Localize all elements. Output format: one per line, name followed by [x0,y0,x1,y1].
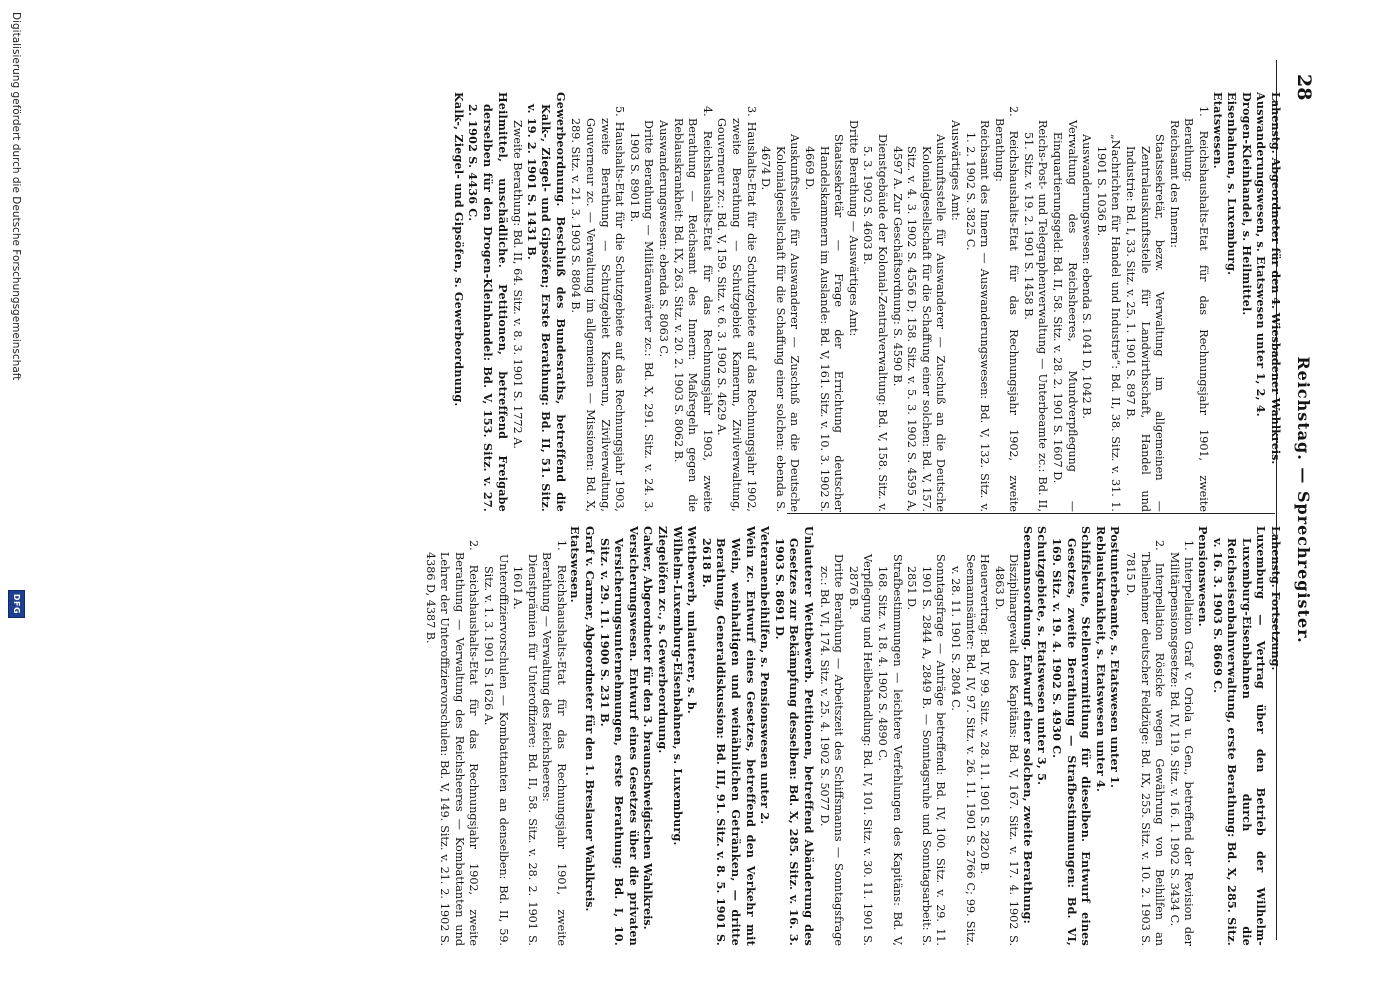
entry-subitem: Seemannsämter: Bd. IV, 97. Sitz. v. 26. 11. 1901 S. 2766 C; 99. Sitz. v. 28. 11. 1901 S. 2804 C. [948,554,977,946]
entry-term: Luxemburg — Vertrag über den Betrieb der Wilhelm-Luxemburg-Eisenbahnen durch die Reichseisenbahnverwaltung, erste Berathung: Bd. X, 285. Sitz. v. 16. 3. 1903 S. 8669 C. [1210,526,1269,946]
entry-term: Ziegelöfen zc., s. Gewerbeordnung. [656,526,671,754]
footer-strip [0,0,80,1000]
page-header [1281,60,1321,940]
entry-term: Gewerbeordnung. Beschluß des Bundesraths, betreffend die Kalk-, Ziegel- und Gipsöfen; Erste Berathung: Bd. II, 51. Sitz. v. 19. 2. 1901 S. 1431 B. [524,92,568,512]
digitization-note: Digitalisierung gefördert durch die Deutsche Forschungsgemeinschaft [10,12,22,381]
entry-item: 4. Reichshaushalts-Etat für das Rechnungsjahr 1903, zweite Berathung — Reichsamt des Innern: Maßregeln gegen die Reblauskrankheit: Bd. IX, 263. Sitz. v. 20. 2. 1903 S. 8062 B. [671,106,714,512]
entry-speaker-heading: Graf v. Carmer, Abgeordneter für den 1. Breslauer Wahlkreis. [583,526,598,912]
entry-subitem: Unteroffiziervorschulen — Kombattanten an denselben: Bd. II, 59. Sitz. v. 1. 3. 1901 S. 1626 A. [481,554,510,946]
entry-subitem: Auskunftsstelle für Auswanderer — Zuschuß an die Deutsche Kolonialgesellschaft für die Schaffung einer solchen: ebenda S. 4674 D. [759,134,802,512]
entry-subitem: Auswanderungswesen: ebenda S. 8063 C. [657,120,671,358]
column-divider [787,513,1275,514]
entry-term: Reblauskrankheit, s. Etatswesen unter 4. [1093,526,1108,793]
entry-subitem: Reichs-Post- und Telegraphenverwaltung — Unterbeamte zc.: Bd. II, 51. Sitz. v. 19. 2. 1901 S. 1458 B. [1021,120,1050,512]
entry-subitem: Dienstprämien für Unteroffiziere: Bd. II, 58. Sitz. v. 28. 2. 1901 S. 1601 A. [511,554,539,946]
entry-term: Wettbewerb, unlauterer, s. b. [685,526,700,714]
entry-term: Etatswesen. [1210,92,1225,169]
entry-subitem: Dritte Berathung — Auswärtiges Amt: [846,120,860,337]
entry-term: Wein zc. Entwurf eines Gesetzes, betreffend den Verkehr mit Wein, weinhaltigen und weinähnlichen Getränken, — dritte Berathung, Generaldiskussion: Bd. III, 91. Sitz. v. 8. 5. 1901 S. 2618 B. [699,526,758,946]
entry-term: Unlauterer Wettbewerb. Petitionen, betreffend Abänderung des Gesetzes zur Bekämpfung desselben: Bd. X, 285. Sitz. v. 16. 3. 1903 S. 8691 D. [772,526,816,946]
entry-term: Schiffsleute, Stellenvermittlung für dieselben. Entwurf eines Gesetzes, zweite Berathung — Strafbestimmungen: Bd. VI, 169. Sitz. v. 19. 4. 1902 S. 4930 C. [1050,526,1094,946]
entry-item: 2. Reichshaushalts-Etat für das Rechnungsjahr 1902, zweite Berathung — Verwaltung des Reichsheeres — Kombattanten und Lehrer der Unteroffiziervorschulen: Bd. V, 149. Sitz. v. 21. 2. 1902 S. 4386 D, 4387 B. [423,540,481,946]
entry-subitem: Reichsamt des Innern: [1167,120,1181,249]
entry-subitem: Disziplinargewalt des Kapitäns: Bd. V, 167. Sitz. v. 17. 4. 1902 S. 4863 D. [992,554,1021,946]
entry-subitem: Staatssekretär — Frage der Errichtung deutscher Handelskammern im Auslande: Bd. V, 161. Sitz. v. 10. 3. 1902 S. 4669 D. [803,134,846,512]
entry-term: Veteranenbeihilfen, s. Pensionswesen unter 2. [758,526,773,825]
entry-term: Auswanderungswesen, s. Etatswesen unter 1, 2, 4. [1254,92,1269,417]
entry-term: Wilhelm-Luxemburg-Eisenbahnen, s. Luxemburg. [670,526,685,846]
entry-speaker-heading: Calwer, Abgeordneter für den 3. braunschweigischen Wahlkreis. [641,526,656,930]
entry-term: Seemannsordnung. Entwurf einer solchen, zweite Berathung: [1020,526,1035,924]
left-column [451,92,1283,512]
entry-subitem: Dienstgebäude der Kolonial-Zentralverwaltung: Bd. V, 158. Sitz. v. 5. 3. 1902 S. 4603 B. [861,134,889,512]
entry-item: 1. Reichshaushalts-Etat für das Rechnungsjahr 1901, zweite Berathung: [1182,106,1211,512]
entry-subitem: Verwaltung des Reichsheeres, Mundverpflegung — Einquartierungsgeld: Bd. II, 58. Sitz. v. 28. 2. 1901 S. 1607 D. [1051,120,1079,512]
entry-subitem: Verpflegung und Heilbehandlung: Bd. IV, 101. Sitz. v. 30. 11. 1901 S. 2876 B. [846,554,875,946]
entry-subitem: Staatssekretär, bezw. Verwaltung im allgemeinen — Zentralauskunftsstelle für Landwirthschaft, Handel und Industrie: Bd. I, 33. Sitz. v. 25. 1. 1901 S. 897 B. [1124,134,1167,512]
entry-term: Eisenbahnen, s. Luxemburg. [1225,92,1240,276]
entry-term: Pensionswesen. [1196,526,1211,627]
entry-speaker-heading: Lahenstg. Fortsetzung. [1269,526,1283,671]
entry-term: Postunterbeamte, s. Etatswesen unter 1. [1108,526,1123,789]
entry-item: 1. Reichshaushalts-Etat für das Rechnungsjahr 1901, zweite Berathung — Verwaltung des Reichsheeres: [540,540,568,946]
entry-item: 2. Interpellation Rösicke wegen Gewährung von Beihilfen an Theilnehmer deutscher Feldzüge: Bd. IX, 255. Sitz. v. 10. 2. 1903 S. 7815 D. [1124,540,1167,946]
entry-term: Heilmittel, unschädliche. Petitionen, betreffend Freigabe derselben für den Drogen-Kleinhandel: Bd. V, 153. Sitz. v. 27. 2. 1902 S. 4436 C. [466,92,510,512]
entry-term: Versicherungswesen. Entwurf eines Gesetzes über die privaten Versicherungsunternehmungen, erste Berathung: Bd. I, 10. Sitz. v. 29. 11. 1900 S. 231 B. [597,526,641,946]
entry-subitem: Dritte Berathung — Militäranwärter zc.: Bd. X, 291. Sitz. v. 24. 3. 1903 S. 8901 B. [627,120,656,512]
entry-speaker-heading: Lahenstg. Abgeordneter für den 4. Wiesbadener Wahlkreis. [1269,92,1283,465]
entry-item: 1. Interpellation Graf v. Oriola u. Gen., betreffend der Revision der Militärpensionsgesetze: Bd. IV, 119. Sitz. v. 16. 1. 1902 S. 3434 C. [1167,540,1196,946]
entry-subitem: Sonntagsfrage — Anträge betreffend: Bd. IV, 100. Sitz. v. 29. 11. 1901 S. 2844 A, 2849 B. — Sonntagsruhe und Sonntagsarbeit: S. 2851 D. [905,554,948,946]
entry-subitem: Reichsamt des Innern — Auswanderungswesen: Bd. V, 132. Sitz. v. 1. 2. 1902 S. 3825 C. [963,120,992,512]
entry-item: 2. Reichshaushalts-Etat für das Rechnungsjahr 1902, zweite Berathung: [992,106,1021,512]
entry-subitem: Auswärtiges Amt: [948,120,962,221]
entry-subitem: „Nachrichten für Handel und Industrie“: Bd. II, 38. Sitz. v. 31. 1. 1901 S. 1036 B. [1094,134,1123,512]
entry-item: 5. Haushalts-Etat für die Schutzgebiete auf das Rechnungsjahr 1903, zweite Berathung — Schutzgebiet Kamerun, Zivilverwaltung, Gouverneur zc. — Verwaltung im allgemeinen — Missionen: Bd. X, 289. Sitz. v. 21. 3. 1903 S. 8804 B. [569,106,627,512]
running-head: Reichstag. — Sprechregister. [1294,356,1313,644]
entry-term: Drogen-Kleinhandel, s. Heilmittel. [1239,92,1254,316]
entry-subitem: Auskunftsstelle für Auswanderer — Zuschuß an die Deutsche Kolonialgesellschaft für die Schaffung einer solchen: Bd. V, 157. Sitz. v. 4. 3. 1902 S. 4556 D; 158. Sitz. v. 5. 3. 1902 S. 4595 A, 4597 A. Zur Geschäftsordnung: S. 4590 B. [890,134,948,512]
entry-subitem: Strafbestimmungen — leichtere Verfehlungen des Kapitäns: Bd. V, 168. Sitz. v. 18. 4. 1902 S. 4890 C. [875,554,904,946]
entry-term: Etatswesen. [568,526,583,603]
dfg-logo-text: DFG [12,593,21,615]
entry-term: Kalk-, Ziegel- und Gipsöfen, s. Gewerbeordnung. [451,92,466,407]
entry-item: 3. Haushalts-Etat für die Schutzgebiete auf das Rechnungsjahr 1902, zweite Berathung — Schutzgebiet Kamerun, Zivilverwaltung, Gouverneur zc.: Bd. V, 159. Sitz. v. 6. 3. 1902 S. 4629 A. [715,106,758,512]
entry-subitem: Heuervertrag: Bd. IV, 99. Sitz. v. 28. 11. 1901 S. 2820 B. [978,554,992,875]
page-number: 28 [1293,74,1315,101]
entry-subitem: Zweite Berathung: Bd. II, 64. Sitz. v. 8. 3. 1901 S. 1772 A. [511,120,525,449]
entry-subitem: Dritte Berathung — Arbeitszeit des Schiffsmanns — Sonntagsfrage zc.: Bd. VI, 174. Sitz. v. 25. 4. 1902 S. 5077 D. [817,554,846,946]
dfg-logo [8,590,25,618]
entry-subitem: Auswanderungswesen: ebenda S. 1041 D, 1042 B. [1080,134,1094,419]
entry-term: Schutzgebiete, s. Etatswesen unter 3, 5. [1035,526,1050,786]
right-column [422,526,1283,946]
